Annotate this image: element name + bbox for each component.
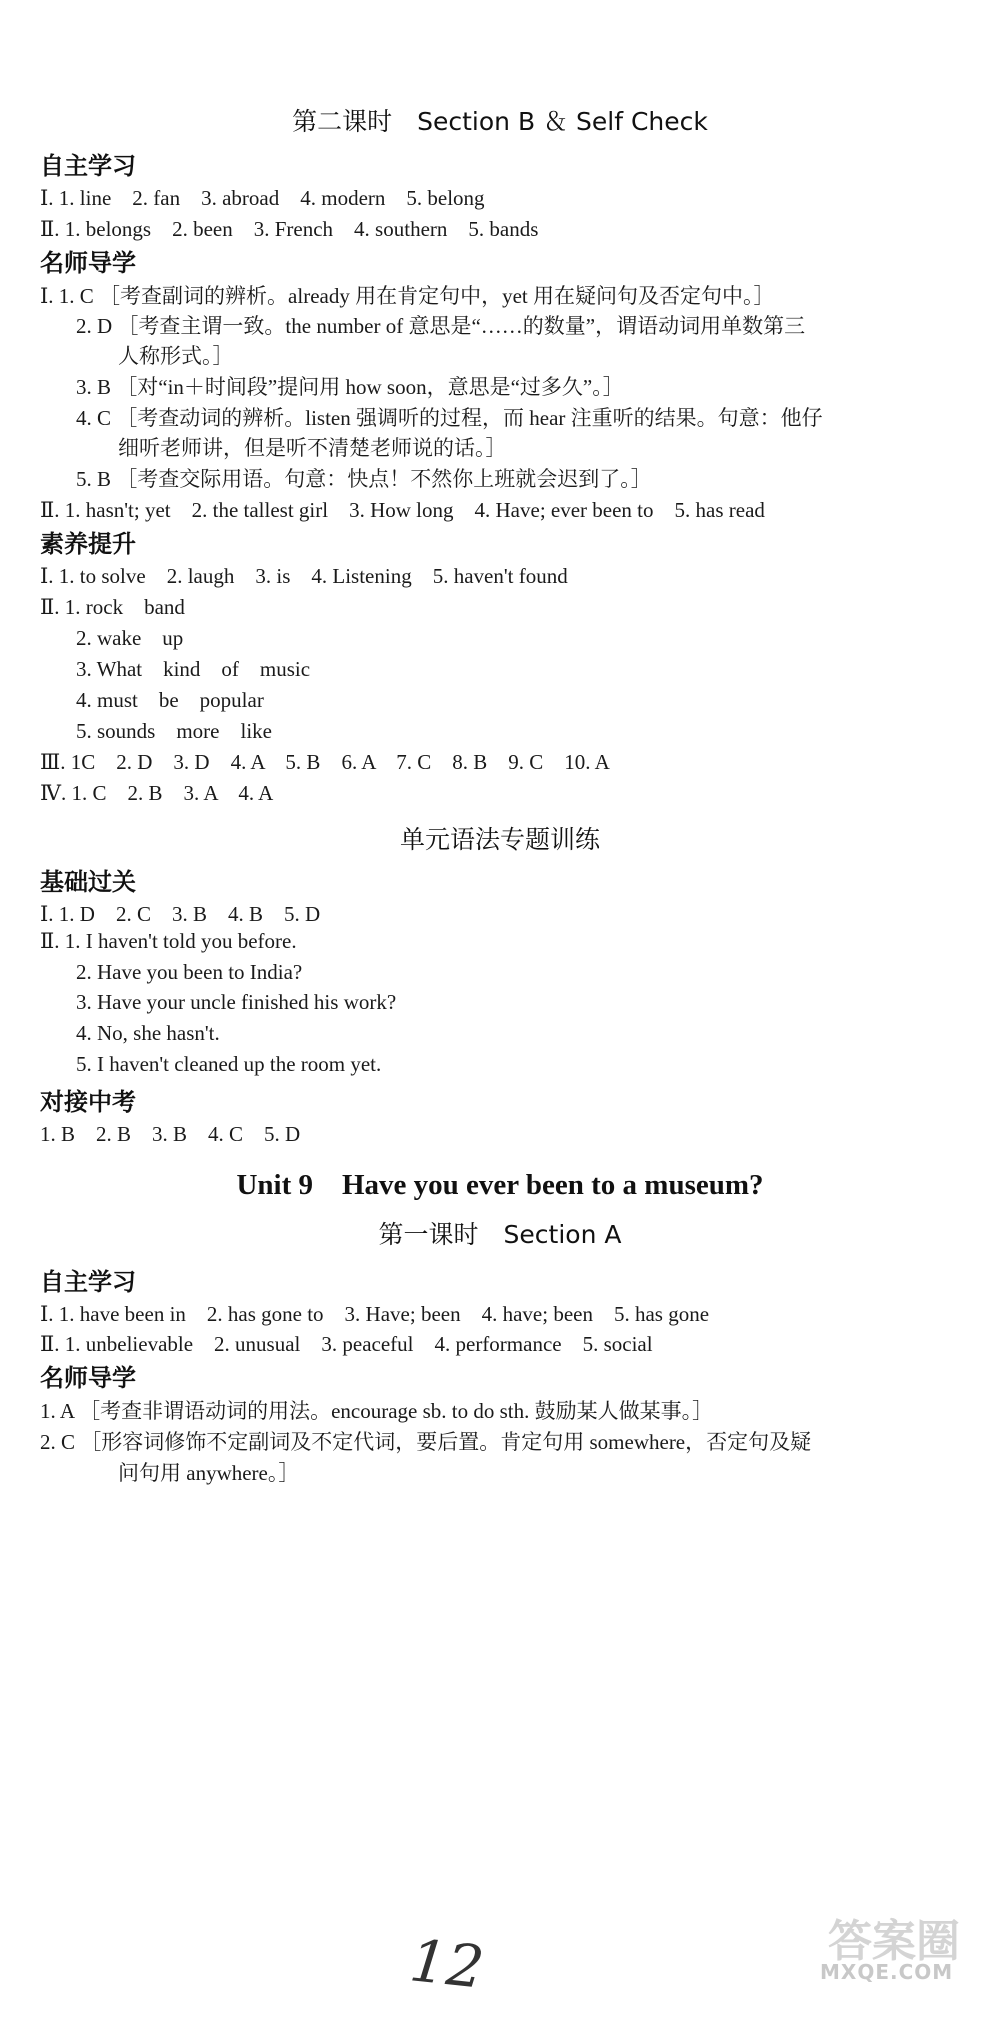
answer-line: 细听老师讲，但是听不清楚老师说的话。］	[118, 436, 507, 460]
answer-line: Ⅲ. 1C 2. D 3. D 4. A 5. B 6. A 7. C 8. B 9. C 10. A	[40, 750, 610, 774]
answer-line: Ⅱ. 1. I haven't told you before.	[40, 929, 297, 953]
answer-line: 5. sounds more like	[76, 719, 272, 743]
answer-line: Ⅳ. 1. C 2. B 3. A 4. A	[40, 781, 274, 805]
grammar-training-title: 单元语法专题训练	[399, 825, 600, 854]
answer-line: Ⅰ. 1. D 2. C 3. B 4. B 5. D	[40, 902, 321, 926]
answer-line: 4. C ［考查动词的辨析。listen 强调听的过程，而 hear 注重听的结果。句意：他仔	[76, 406, 823, 430]
answer-line: Ⅰ. 1. line 2. fan 3. abroad 4. modern 5. belong	[40, 186, 485, 210]
answer-line: 1. A ［考查非谓语动词的用法。encourage sb. to do sth. 鼓励某人做某事。］	[40, 1399, 714, 1423]
answer-line: Ⅰ. 1. to solve 2. laugh 3. is 4. Listening 5. haven't found	[40, 564, 568, 588]
answer-line: Ⅰ. 1. have been in 2. has gone to 3. Have; been 4. have; been 5. has gone	[40, 1302, 710, 1326]
watermark-logo: 答案圈	[828, 1916, 960, 1967]
answer-line: 5. I haven't cleaned up the room yet.	[76, 1052, 382, 1076]
section-a-title: 第一课时 Section A	[378, 1220, 622, 1249]
heading-zizhu-xuexi: 自主学习	[40, 152, 136, 180]
answer-line: Ⅰ. 1. C ［考查副词的辨析。already 用在肯定句中，yet 用在疑问句及否定句中。］	[40, 284, 775, 308]
answer-line: 2. D ［考查主谓一致。the number of 意思是“……的数量”，谓语动词用单数第三	[76, 314, 806, 338]
answer-line: 1. B 2. B 3. B 4. C 5. D	[40, 1122, 301, 1146]
answer-line: 2. wake up	[76, 626, 184, 650]
answer-line: 4. must be popular	[76, 688, 264, 712]
answer-line: 2. C ［形容词修饰不定副词及不定代词，要后置。肯定句用 somewhere，否定句及疑	[40, 1430, 812, 1454]
answer-line: 2. Have you been to India?	[76, 960, 303, 984]
answer-line: 3. Have your uncle finished his work?	[76, 990, 397, 1014]
answer-line: Ⅱ. 1. unbelievable 2. unusual 3. peaceful 4. performance 5. social	[40, 1332, 653, 1356]
watermark-url: MXQE.COM	[820, 1960, 954, 1984]
answer-line: Ⅱ. 1. belongs 2. been 3. French 4. southern 5. bands	[40, 217, 539, 241]
heading-duijie-zhongkao: 对接中考	[40, 1088, 136, 1116]
heading-mingshi-daoxue: 名师导学	[40, 249, 136, 277]
handwritten-page-number: 12	[406, 1926, 488, 2002]
unit-title: Unit 9 Have you ever been to a museum?	[236, 1169, 764, 1201]
answer-line: Ⅱ. 1. hasn't; yet 2. the tallest girl 3. How long 4. Have; ever been to 5. has read	[40, 498, 765, 522]
section-b-title: 第二课时 Section B ＆ Self Check	[292, 107, 708, 136]
heading-suyang-tisheng: 素养提升	[40, 530, 136, 558]
answer-line: 5. B ［考查交际用语。句意：快点！不然你上班就会迟到了。］	[76, 467, 652, 491]
answer-line: 4. No, she hasn't.	[76, 1021, 220, 1045]
heading-zizhu-xuexi-2: 自主学习	[40, 1268, 136, 1296]
answer-line: 人称形式。］	[118, 344, 234, 368]
answer-line: 3. B ［对“in＋时间段”提问用 how soon，意思是“过多久”。］	[76, 375, 624, 399]
heading-mingshi-daoxue-2: 名师导学	[40, 1364, 136, 1392]
answer-line: 3. What kind of music	[76, 657, 311, 681]
answer-line: 问句用 anywhere。］	[118, 1461, 300, 1485]
answer-line: Ⅱ. 1. rock band	[40, 595, 185, 619]
heading-jichu-guoguan: 基础过关	[40, 868, 136, 896]
